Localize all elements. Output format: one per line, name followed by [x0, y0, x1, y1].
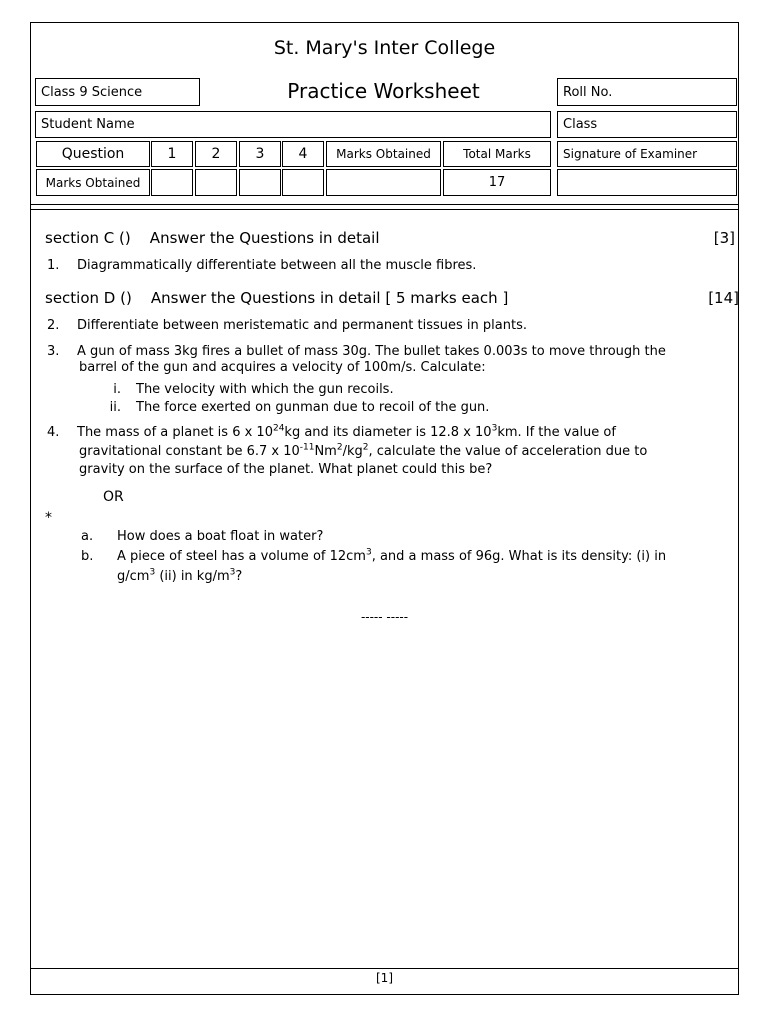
- end-marker: ----- -----: [360, 610, 409, 624]
- section-c-title: section C () Answer the Questions in detail: [45, 229, 380, 247]
- question-text-line-1: A gun of mass 3kg fires a bullet of mass 30g. The bullet takes 0.003s to move through the: [77, 344, 666, 359]
- question-text-line-2: gravitational constant be 6.7 x $10^{-11}Nm^2/kg^2$, calculate the value of acceleration due to: [79, 442, 648, 459]
- or-separator: OR: [103, 489, 124, 505]
- alt-item-number: a.: [81, 529, 94, 544]
- footer-divider: [31, 968, 738, 969]
- question-3-header: [239, 141, 281, 167]
- alternative-question: [81, 528, 721, 588]
- page-number: [1]: [376, 971, 393, 985]
- marks-row-label: Marks Obtained: [45, 175, 141, 190]
- class-label: Class 9 Science: [41, 84, 143, 100]
- total-marks-header: [443, 141, 551, 167]
- roll-number-field[interactable]: [557, 78, 737, 106]
- question-number: 1.: [47, 258, 60, 273]
- question-4-label: 4: [298, 146, 308, 162]
- section-c-marks: [3]: [713, 229, 735, 247]
- header-divider-bottom: [31, 209, 738, 210]
- class-label-box: [35, 78, 200, 106]
- question-3: [47, 343, 717, 423]
- question-number: 2.: [47, 318, 60, 333]
- college-name: St. Mary's Inter College: [273, 37, 496, 59]
- section-d-heading: [45, 289, 739, 307]
- total-marks-value: 17: [488, 175, 506, 190]
- class-field-label: Class: [563, 117, 598, 132]
- alt-item-text-line-1: A piece of steel has a volume of $12cm^3$, and a mass of 96g. What is its density: (i) in: [117, 547, 667, 564]
- student-name-label: Student Name: [41, 117, 135, 132]
- question-1-label: 1: [167, 146, 177, 162]
- student-name-field[interactable]: [35, 111, 551, 138]
- question-1-header: [151, 141, 193, 167]
- marks-obtained-header: [326, 141, 441, 167]
- marks-obtained-cell[interactable]: [326, 169, 441, 196]
- signature-header: [557, 141, 737, 167]
- question-text: Diagrammatically differentiate between all the muscle fibres.: [77, 258, 477, 273]
- marks-obtained-header-label: Marks Obtained: [336, 147, 431, 161]
- sub-item-number: ii.: [109, 400, 121, 415]
- signature-cell[interactable]: [557, 169, 737, 196]
- worksheet-page: [30, 22, 739, 995]
- sub-item-number: i.: [113, 382, 121, 397]
- question-number: 3.: [47, 344, 60, 359]
- section-d-marks: [14]: [708, 289, 739, 307]
- section-c-heading: [45, 229, 735, 247]
- question-4-marks-cell[interactable]: [282, 169, 324, 196]
- alt-item-text-line-2: $g/cm^3$ (ii) in $kg/m^3$?: [117, 567, 243, 584]
- sub-item-text: The force exerted on gunman due to recoil of the gun.: [136, 400, 490, 415]
- question-1-marks-cell[interactable]: [151, 169, 193, 196]
- question-4: [47, 424, 717, 484]
- question-text-line-1: The mass of a planet is 6 x $10^{24}kg$ and its diameter is 12.8 x $10^3km$. If the value of: [77, 423, 616, 440]
- header-divider-top: [31, 204, 738, 205]
- star-marker: *: [45, 510, 52, 526]
- worksheet-title: Practice Worksheet: [287, 79, 480, 103]
- alt-item-number: b.: [81, 549, 94, 564]
- question-3-marks-cell[interactable]: [239, 169, 281, 196]
- class-field[interactable]: [557, 111, 737, 138]
- question-header-cell: [36, 141, 150, 167]
- alt-item-text: How does a boat float in water?: [117, 529, 324, 544]
- roll-number-label: Roll No.: [563, 84, 613, 100]
- question-number: 4.: [47, 425, 60, 440]
- section-d-title: section D () Answer the Questions in detail [ 5 marks each ]: [45, 289, 509, 307]
- question-2-header: [195, 141, 237, 167]
- signature-label: Signature of Examiner: [563, 147, 698, 161]
- question-text-line-2: barrel of the gun and acquires a velocity of 100m/s. Calculate:: [79, 360, 486, 375]
- question-4-header: [282, 141, 324, 167]
- question-3-label: 3: [255, 146, 265, 162]
- sub-item-text: The velocity with which the gun recoils.: [136, 382, 394, 397]
- total-marks-header-label: Total Marks: [463, 147, 531, 161]
- marks-obtained-row-label: [36, 169, 150, 196]
- question-2-marks-cell[interactable]: [195, 169, 237, 196]
- question-text-line-3: gravity on the surface of the planet. What planet could this be?: [79, 462, 493, 477]
- total-marks-cell: [443, 169, 551, 196]
- question-text: Differentiate between meristematic and permanent tissues in plants.: [77, 318, 527, 333]
- question-header-label: Question: [61, 146, 125, 162]
- question-2-label: 2: [211, 146, 221, 162]
